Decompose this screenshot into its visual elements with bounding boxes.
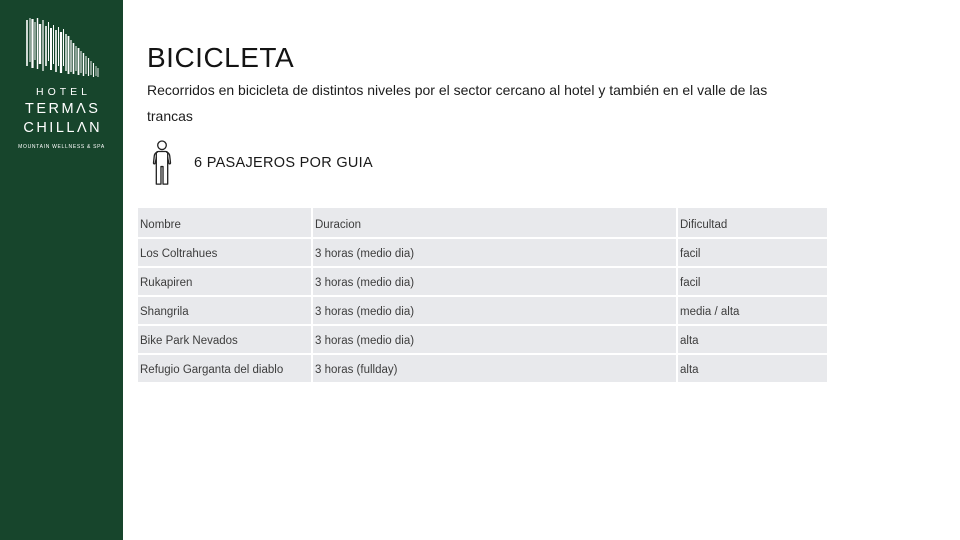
cell-duracion: 3 horas (medio dia) xyxy=(312,325,677,354)
table-row xyxy=(138,325,827,354)
cell-nombre: Bike Park Nevados xyxy=(138,325,312,354)
cell-nombre: Shangrila xyxy=(138,296,312,325)
column-header-duracion: Duracion xyxy=(312,208,677,238)
trees-cascade-icon xyxy=(21,16,103,78)
column-header-dificultad: Dificultad xyxy=(677,208,827,238)
cell-dificultad: alta xyxy=(677,325,827,354)
logo-tagline: MOUNTAIN WELLNESS & SPA xyxy=(18,144,105,150)
logo-text-chillan: CHILLΛN xyxy=(23,120,103,136)
cell-dificultad: facil xyxy=(677,238,827,267)
cell-dificultad: media / alta xyxy=(677,296,827,325)
table-row xyxy=(138,354,827,383)
hotel-logo xyxy=(0,16,123,150)
cell-duracion: 3 horas (medio dia) xyxy=(312,267,677,296)
logo-text-termas: TERMΛS xyxy=(25,101,101,117)
cell-duracion: 3 horas (fullday) xyxy=(312,354,677,383)
cell-nombre: Los Coltrahues xyxy=(138,238,312,267)
cell-duracion: 3 horas (medio dia) xyxy=(312,296,677,325)
table-header-row xyxy=(138,208,827,238)
cell-dificultad: alta xyxy=(677,354,827,383)
person-icon xyxy=(148,139,176,187)
table-row xyxy=(138,296,827,325)
tours-table xyxy=(138,208,827,384)
capacity-note xyxy=(148,139,373,187)
logo-text-hotel: HOTEL xyxy=(35,86,91,98)
table-row xyxy=(138,267,827,296)
cell-nombre: Rukapiren xyxy=(138,267,312,296)
table-row xyxy=(138,238,827,267)
cell-nombre: Refugio Garganta del diablo xyxy=(138,354,312,383)
capacity-label: 6 PASAJEROS POR GUIA xyxy=(194,155,373,171)
cell-dificultad: facil xyxy=(677,267,827,296)
page-title: BICICLETA xyxy=(147,42,295,73)
sidebar xyxy=(0,0,123,540)
description: Recorridos en bicicleta de distintos niveles por el sector cercano al hotel y también en el valle de las trancas xyxy=(147,82,768,124)
column-header-nombre: Nombre xyxy=(138,208,312,238)
cell-duracion: 3 horas (medio dia) xyxy=(312,238,677,267)
